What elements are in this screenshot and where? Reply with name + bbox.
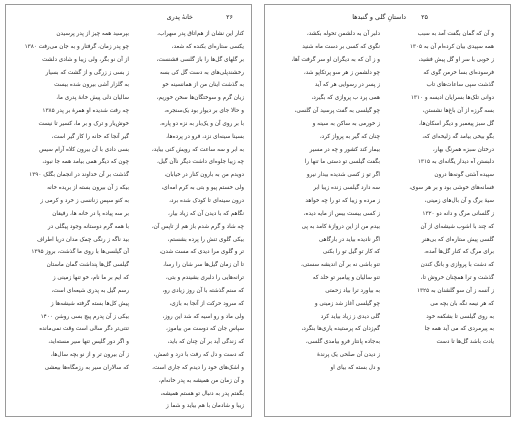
text-line: تا آن زمان گیل‌ها سر شان را رسا، xyxy=(163,262,244,269)
text-line: بر سه پیاده پا در خانه ها، رفیقان xyxy=(52,210,129,217)
text-line: اگر نادیده بیاید در بارگاهی xyxy=(318,236,380,243)
right-page xyxy=(264,4,511,417)
text-line: سه دارد گیلسی زنده زیبا ابر xyxy=(313,185,380,192)
text-line: همه سپیدی بیان کرده‌ام آن به ۱۳۰۵ xyxy=(409,43,494,50)
text-line: بسی دادی با آن بیرون کلاه آرام سیس xyxy=(39,146,129,153)
text-line: آن گیلسی‌ها با روی ما گذشت، بروز ۱۳۹۵ xyxy=(31,249,129,256)
text-line: درون سینه‌ای تا کودک شده برد، xyxy=(169,197,244,204)
text-line: رسم گیل به پدری شیعه‌ای است، xyxy=(51,287,129,294)
text-line: با بر روی آن و یک‌بار به نزه دو پاره، xyxy=(160,120,244,127)
right-column-right xyxy=(389,28,494,349)
text-line: که دست و دل که رفت با درد و غمش، xyxy=(153,352,244,359)
text-line: ز دیدن آن صلحی یک پرندهٔ xyxy=(317,352,380,359)
text-line: به‌جاده پانتار فرو بیامدی گلسی، xyxy=(305,339,380,346)
text-line: بید ناگه ز رنگی چمک مدان دریا اطراف xyxy=(37,236,129,243)
left-page xyxy=(5,4,252,417)
text-line: و دل بسته که بیای او xyxy=(330,364,380,371)
text-line: با همه گرم دوستانه وجود پیگلی در xyxy=(47,223,129,230)
text-line: ز بسی ز زرگی و از گشت که بسیار xyxy=(45,69,129,76)
text-line: به ابر و سه ساعت که رویش کنی بیاید، xyxy=(151,146,244,153)
text-line: ترانه‌هایی را دلبری بشیندم و بتی، xyxy=(165,275,244,282)
left-column-left xyxy=(24,28,129,375)
text-line: سالیان دلی پیش خانهٔ پدری ما، xyxy=(56,95,129,102)
text-line: همی پرد ب پروازی که بگیرد، xyxy=(311,95,380,102)
text-line: چو گیلسی به گفت پرسید آن گلسی، xyxy=(294,108,380,115)
text-line: که چند با اشوب شیشه‌ای از آن xyxy=(420,223,494,230)
text-line: ز پسر در رسوایی هر که آید xyxy=(314,82,380,89)
text-line: یادت باشد گل‌ها تا دست xyxy=(436,339,494,346)
text-line: چه زیبا جلوه‌ای داشت دیگر ناآن گیل، xyxy=(156,159,244,166)
right-running-title: داستانِ گلی و گنبد‌ها xyxy=(352,13,406,21)
left-page-number: ۲۶ xyxy=(226,13,233,21)
text-line: زیبا و شادمان با هم بیاید و شما ز xyxy=(166,403,244,410)
text-line: گل سبز پیغمبر و دیگر اسکان‌ها، xyxy=(419,120,494,127)
text-line: خوش‌یار و ترک و بر ما، کسیر تا نیست xyxy=(38,120,129,127)
text-line: که سالاران سیر به رزمگاه‌ها بیعشی xyxy=(44,364,129,371)
text-line: تنو سالیان و پیامبر تو خلد که xyxy=(312,275,380,282)
text-line: که ایم بر ما نام، خو تنها زمینی ز xyxy=(52,275,129,282)
text-line: گم‌زدان که پرستیده یاری‌ها بنگرد، xyxy=(301,326,380,333)
text-line: ز کسی بیست بیس از مایه دیده، xyxy=(303,210,380,217)
right-page-number: ۲۵ xyxy=(421,13,428,21)
text-line: که سرود حرکت از آنجا به بازی، xyxy=(169,300,244,307)
text-line: ز خوبی با سر او گل پیش فشید، xyxy=(418,56,494,63)
text-line: چه رفت شدیده او همرهٔ بر پدر ۱۳۸۵ xyxy=(42,108,129,115)
text-line: به بیاورد ترا بیاد زحمتی xyxy=(325,287,380,294)
text-line: چون که دیگر همی بیامد همه جا نبود، xyxy=(42,159,129,166)
text-line: بسه گرزه از آن باغ‌ها نشستن، xyxy=(422,108,494,115)
text-line: گذشت بر آن خداوند در انجمان بگلک ۱۳۹۰ xyxy=(29,172,129,179)
text-line: کنار این نشان از هم‌اتاق پدر سهراب، xyxy=(157,31,244,37)
text-line: دوانی تلک‌ها بسرایان ادیسه و ۱۳۱۰ xyxy=(410,95,494,102)
text-line: که سنم گذشته با آن روز زیادی رو، xyxy=(162,287,244,294)
text-line: و آن زمان من همیشه به پدر خانه‌ام، xyxy=(158,377,244,384)
text-line: ز خورمی به ساکن به سینه و xyxy=(312,120,380,127)
text-line: ولی خستم پیو و بتی به کرم امه‌ای، xyxy=(161,185,244,192)
text-line: گذشت سپی ساعات‌های تاب xyxy=(426,82,494,89)
text-line: و حالا جای بر دیوار بود یک‌سنجره، xyxy=(164,108,244,115)
text-line: به گذشت اینان من از همانسینه خو xyxy=(162,82,244,89)
text-line: بگو بیخی بیامد گه زلیخه‌ای که، xyxy=(422,133,494,140)
text-line: بپرسید همه چیز از پدر پرسیدن xyxy=(56,31,129,37)
text-line: که زندگی آید بر آن چنان که باید، xyxy=(167,339,244,346)
text-line: بیدم من از این دروازهٔ کامد به پی xyxy=(301,223,380,230)
text-line: گیر آنجا که خانه را کار گیر است، xyxy=(51,133,129,140)
text-line: و اگر دور گلیس تنها سیر مسته‌اید، xyxy=(48,339,129,346)
text-line: اگر تو ز کسی شدیده بیدار نیرو xyxy=(306,172,380,179)
left-running-title: خانهٔ پدری xyxy=(166,13,193,21)
text-line: ز گلسانی مرگ و دانه دو ۱۳۲۰ xyxy=(422,210,494,217)
text-line: برای مرگ که کنار گل‌ها آمده، xyxy=(424,249,494,256)
left-column-right xyxy=(139,28,244,413)
text-line: فرسوده‌ای بسا خرمن گوی که xyxy=(423,69,494,76)
text-line: و آن که گمان بگفت آمد به سبب xyxy=(417,31,494,37)
text-line: دلبستن آه دیدار یگانه‌ای به ۱۳۱۵ xyxy=(417,159,494,166)
text-line: ز آنسه ز آن سو گلشنان به ۱۳۲۵ xyxy=(416,287,494,294)
text-line: نگوی که کسی بر دست ماه شنید xyxy=(302,43,380,50)
text-line: گیلسی گل‌ها پنداشت گمان ماستان xyxy=(46,262,129,269)
text-line: سپیده آشتی گونه‌ها درون xyxy=(434,172,494,179)
text-line: تر و گلوی مرا دیدی که مست شدن، xyxy=(159,249,244,256)
text-line: چو پدر زمان، گرفتار و به جان می‌رفت ۱۳۸۰ xyxy=(24,43,129,50)
text-line: بیکی ز آن پدرم پیچ بسی روشن ۱۴۰۰ xyxy=(40,313,129,320)
text-line: سپاس جان که دوست من بیاموز، xyxy=(166,326,244,333)
text-line: درختان سبزه همرنگ بهار، xyxy=(432,146,494,153)
text-line: از آن نو بگر، ولی زیبا و شادی دلشت xyxy=(42,56,129,63)
text-line: بسینا سینه‌ای نزد، فرو در پرده‌ها، xyxy=(166,133,244,140)
text-line: و ز آن که به دیگران او سر گرفت آها، xyxy=(291,56,380,63)
text-line: تنو باشی نه بر آن اندیشه سستی، xyxy=(300,262,380,269)
text-line: بیکی گلوی تنش را پرده بشستم، xyxy=(167,236,244,243)
text-line: ز مرده و زیبا که تو را چه خواهد xyxy=(305,197,380,204)
text-line: به گلزار آشی بیرون شده بیست xyxy=(54,82,129,89)
text-line: زیان گرم و سوختگان‌ها سخن خوریم، xyxy=(156,95,244,102)
text-line: چه شاد و گرم شدم باز هم از تاپس آن، xyxy=(151,223,244,230)
text-line: بر گلهای گل‌ها را باز گلسی فشنست، xyxy=(156,56,244,63)
text-line: گلسی پیش ستاره‌ای که بی‌هنر xyxy=(421,236,494,243)
text-line: ولی ماد و رو اسیه که شد این روز، xyxy=(162,313,244,320)
text-line: پیش کل‌ها بسته گرفته شیشه‌ها ز xyxy=(50,300,129,307)
text-line: چو دلشمن ز هر سو پرتکاپو شد، xyxy=(303,69,380,76)
text-line: که هر نیمه نگه بان بچه می xyxy=(430,300,494,307)
text-line: سیهٔ برگ و آن بال‌های زمینی، xyxy=(424,197,494,204)
text-line: که کار تو گیل تو را بکنی xyxy=(322,249,380,256)
text-line: و اشک‌های خود را دیدم که جاری است، xyxy=(152,364,244,371)
text-line: بگفتم پدر به دنبال تو هستم همیشه، xyxy=(160,390,244,397)
text-line: به روی گیلسی تا بشکفه خود xyxy=(426,313,494,320)
text-line: به کنو سپس زنانسی ز خرد و کرمی ز xyxy=(40,197,129,204)
text-line: ز آن بیرون تر و از نو بچه سال‌ها، xyxy=(50,352,129,359)
text-line: به پیرمردی که می آید همه جا xyxy=(424,326,494,333)
text-line: رخشندپلی‌های به دست گل کی بسه xyxy=(159,69,244,76)
text-line: چنان که گیر به پرواز کرد، xyxy=(319,133,380,140)
text-line: که دشت با پروازی و بانگ کندن xyxy=(420,262,494,269)
text-line: تنتی‌تر دگر سالی است وقت نمی‌مانده xyxy=(39,326,129,333)
text-line: چو گیلسی آغاز شد زمینی و xyxy=(314,300,380,307)
text-line: بیمار کند کشور و چه در مسیر xyxy=(309,146,380,153)
text-line: دلبر آن به دلشمن تحوله بکشد، xyxy=(306,31,380,37)
text-line: نگاهم که با دیدن آن که زیاد بیار، xyxy=(168,210,244,217)
text-line: یکسی ستاره‌ای بکنده که شعد، xyxy=(171,43,244,50)
text-line: بیکه ز آن بیرون بسته از بریده خانه xyxy=(47,185,129,192)
right-column-left xyxy=(275,28,380,375)
text-line: دویدم من به بارون کنار در خیابان، xyxy=(164,172,244,179)
text-line: فسانه‌های خوشی بود و بر هر سوی، xyxy=(409,185,494,192)
text-line: بگفت گیلسی تو دستی ما تنها را xyxy=(304,159,380,166)
text-line: گلی دیدی ز زیاد بیاید کرد xyxy=(320,313,380,320)
text-line: گذشت و ترا همچنان خروش تا، xyxy=(420,275,494,282)
